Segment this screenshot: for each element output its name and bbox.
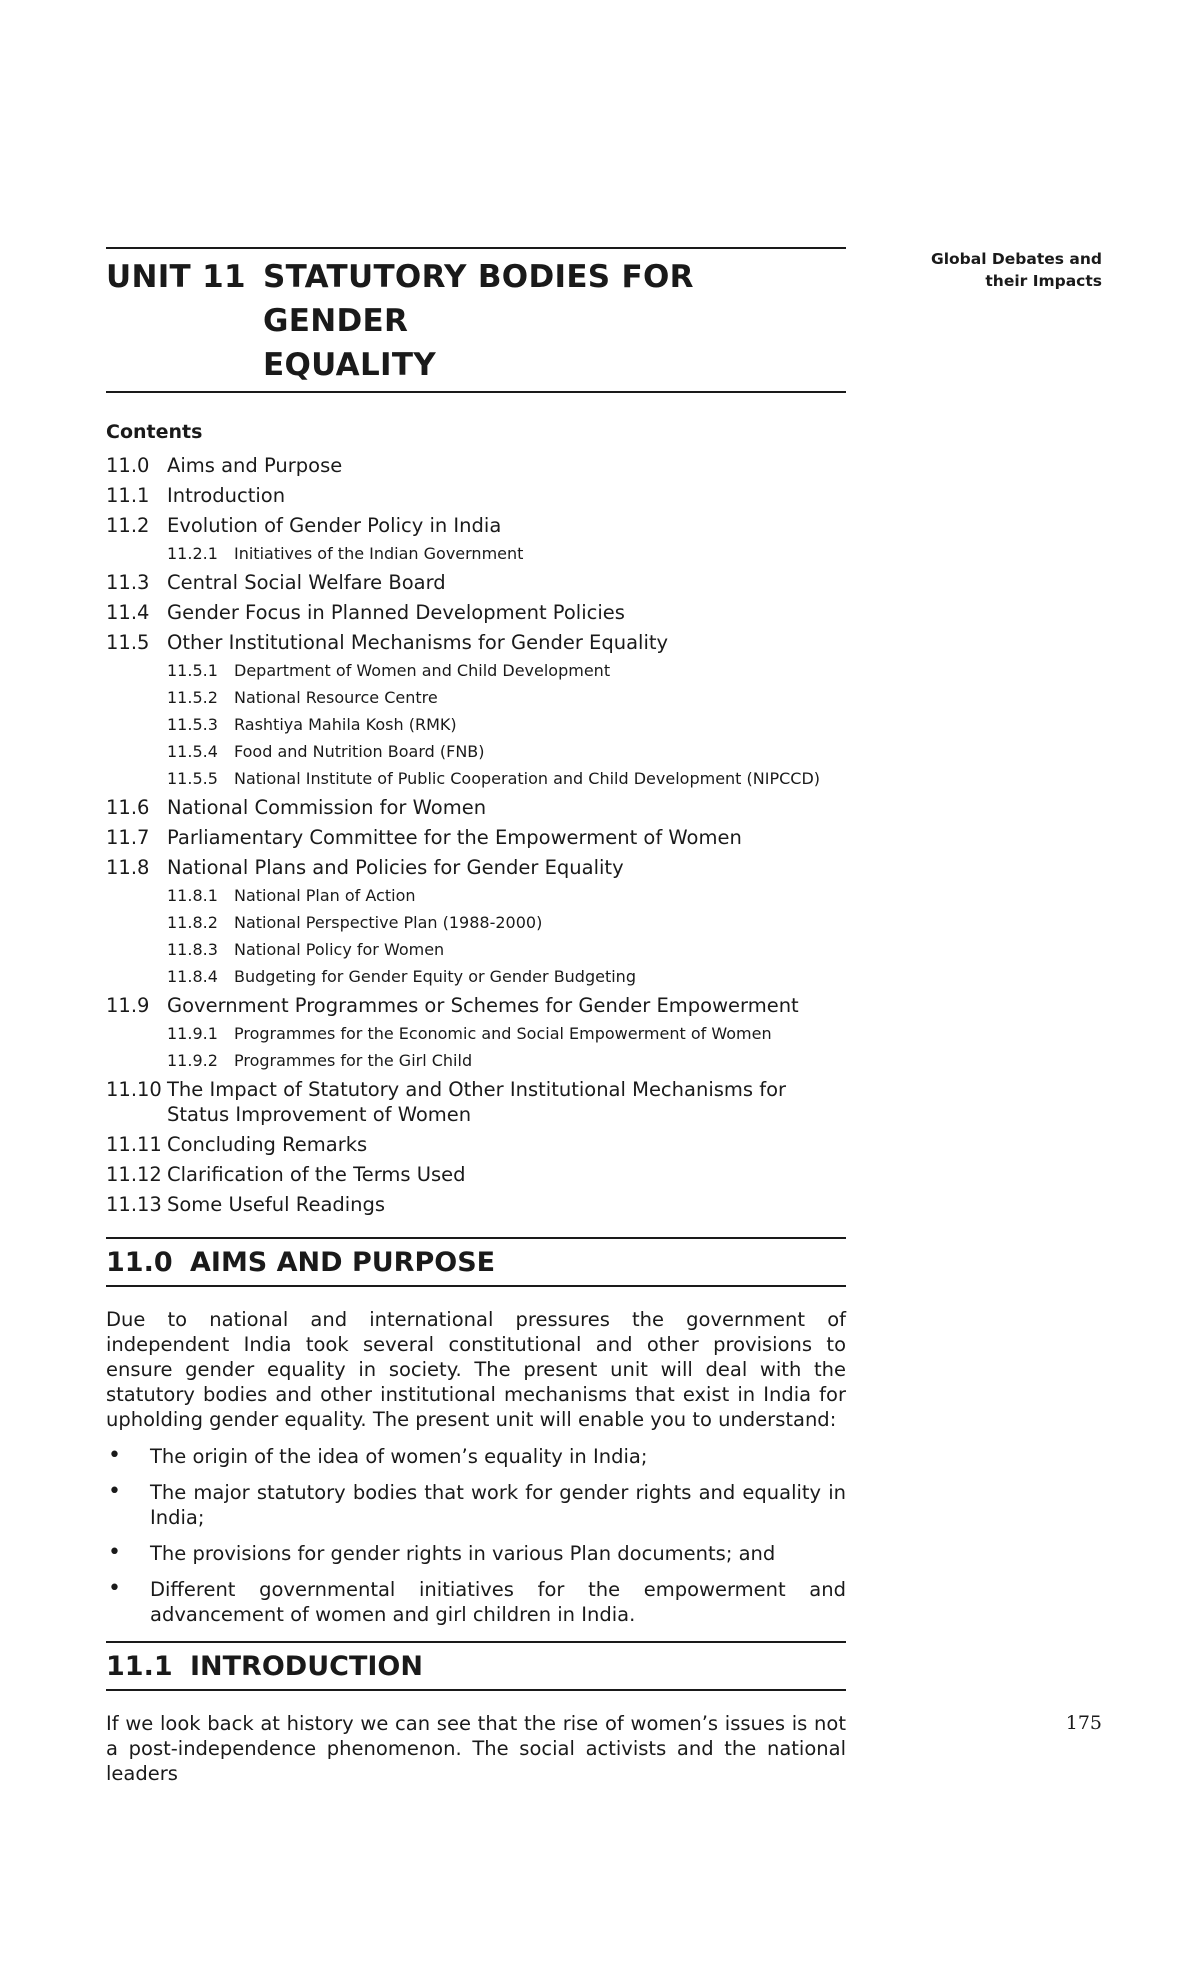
toc-entry-number: 11.9	[106, 994, 150, 1017]
section-heading-intro	[106, 1643, 846, 1689]
toc-entry-number: 11.9.1	[167, 1024, 218, 1043]
toc-entry-title: Rashtiya Mahila Kosh (RMK)	[234, 715, 457, 734]
toc-entry-number: 11.5.4	[167, 742, 218, 761]
toc-entry	[106, 795, 846, 820]
toc-entry	[106, 1050, 846, 1071]
toc-entry	[106, 741, 846, 762]
toc-entry	[106, 912, 846, 933]
toc-entry-number: 11.5.1	[167, 661, 218, 680]
toc-entry-title: National Commission for Women	[167, 796, 487, 819]
toc-entry-title: Introduction	[167, 484, 286, 507]
bullet-item	[106, 1444, 846, 1469]
toc-entry	[106, 630, 846, 655]
bullet-icon: •	[108, 1576, 121, 1601]
bullet-text: The origin of the idea of women’s equality in India;	[150, 1445, 648, 1468]
toc-entry-title: National Perspective Plan (1988-2000)	[234, 913, 543, 932]
title-bottom-rule	[106, 391, 846, 393]
toc-entry-title: Central Social Welfare Board	[167, 571, 446, 594]
bullet-icon: •	[108, 1479, 121, 1504]
aims-bullet-list	[106, 1444, 846, 1627]
toc-entry	[106, 600, 846, 625]
toc-entry	[106, 939, 846, 960]
toc-entry	[106, 714, 846, 735]
running-header	[931, 248, 1102, 292]
toc-entry	[106, 825, 846, 850]
toc-entry-title: Food and Nutrition Board (FNB)	[234, 742, 485, 761]
toc-entry	[106, 885, 846, 906]
toc-entry-title: Gender Focus in Planned Development Policies	[167, 601, 625, 624]
section-heading-aims	[106, 1239, 846, 1285]
bullet-text: Different governmental initiatives for the empowerment and advancement of women and girl children in India.	[150, 1578, 846, 1626]
toc-entry-number: 11.9.2	[167, 1051, 218, 1070]
toc-entry	[106, 570, 846, 595]
toc-entry	[106, 660, 846, 681]
aims-paragraph: Due to national and international pressures the government of independent India took several constitutional and other provisions to ensure gender equality in society. The present unit will deal with the statutory bodies and other institutional mechanisms that exist in India for upholding gender equality. The present unit will enable you to understand:	[106, 1308, 846, 1431]
toc-entry-title: Other Institutional Mechanisms for Gender Equality	[167, 631, 669, 654]
toc-entry-title: Aims and Purpose	[167, 454, 343, 477]
toc-entry-title: National Institute of Public Cooperation and Child Development (NIPCCD)	[234, 769, 821, 788]
bullet-item	[106, 1480, 846, 1530]
toc-entry-title: The Impact of Statutory and Other Institutional Mechanisms for Status Improvement of Women	[167, 1078, 787, 1126]
running-header-line2: their Impacts	[985, 272, 1102, 290]
toc-entry-number: 11.10	[106, 1078, 162, 1101]
bullet-text: The provisions for gender rights in various Plan documents; and	[150, 1542, 776, 1565]
unit-number: UNIT 11	[106, 259, 246, 295]
bullet-text: The major statutory bodies that work for gender rights and equality in India;	[150, 1481, 846, 1529]
intro-bottom-rule	[106, 1689, 846, 1691]
section-number: 11.1	[106, 1651, 173, 1682]
toc-entry-number: 11.2.1	[167, 544, 218, 563]
toc-entry-title: National Plans and Policies for Gender Equality	[167, 856, 624, 879]
section-number: 11.0	[106, 1247, 173, 1278]
section-title: AIMS AND PURPOSE	[190, 1247, 496, 1278]
page-number: 175	[1065, 1712, 1102, 1734]
toc-entry	[106, 687, 846, 708]
toc-entry-number: 11.1	[106, 484, 150, 507]
bullet-item	[106, 1577, 846, 1627]
toc-entry	[106, 453, 846, 478]
toc-entry-number: 11.4	[106, 601, 150, 624]
bullet-icon: •	[108, 1540, 121, 1565]
toc-entry-title: Parliamentary Committee for the Empowerment of Women	[167, 826, 742, 849]
toc-entry-title: Budgeting for Gender Equity or Gender Budgeting	[234, 967, 636, 986]
toc-entry-title: Programmes for the Girl Child	[234, 1051, 473, 1070]
unit-title-line2: EQUALITY	[263, 347, 437, 383]
toc-entry-number: 11.6	[106, 796, 150, 819]
toc-entry-number: 11.3	[106, 571, 150, 594]
toc-entry-number: 11.12	[106, 1163, 162, 1186]
toc-entry	[106, 1132, 846, 1157]
unit-title	[106, 249, 846, 391]
contents-heading: Contents	[106, 421, 203, 443]
toc-entry-number: 11.11	[106, 1133, 162, 1156]
running-header-line1: Global Debates and	[930, 250, 1102, 268]
unit-title-text	[263, 255, 846, 387]
toc-entry	[106, 966, 846, 987]
toc-entry-title: Department of Women and Child Development	[234, 661, 611, 680]
toc-entry-number: 11.2	[106, 514, 150, 537]
toc-entry-number: 11.8	[106, 856, 150, 879]
toc-entry-title: National Resource Centre	[234, 688, 438, 707]
unit-title-line1: STATUTORY BODIES FOR GENDER	[263, 259, 694, 339]
toc-entry-number: 11.5	[106, 631, 150, 654]
toc-entry-number: 11.5.3	[167, 715, 218, 734]
page-content	[106, 247, 846, 1786]
toc-entry-title: Some Useful Readings	[167, 1193, 386, 1216]
toc-entry-title: National Plan of Action	[234, 886, 416, 905]
toc-entry-number: 11.0	[106, 454, 150, 477]
toc-entry-number: 11.13	[106, 1193, 162, 1216]
toc-entry-title: Initiatives of the Indian Government	[234, 544, 524, 563]
toc-entry-number: 11.8.1	[167, 886, 218, 905]
toc-entry-number: 11.8.3	[167, 940, 218, 959]
toc-entry	[106, 1192, 846, 1217]
toc-entry	[106, 1023, 846, 1044]
toc-entry	[106, 768, 846, 789]
aims-bottom-rule	[106, 1285, 846, 1287]
toc-entry-title: Clarification of the Terms Used	[167, 1163, 466, 1186]
toc-entry-title: Concluding Remarks	[167, 1133, 368, 1156]
toc-entry	[106, 855, 846, 880]
toc-entry-number: 11.8.4	[167, 967, 218, 986]
toc-entry-number: 11.7	[106, 826, 150, 849]
toc-entry-number: 11.5.2	[167, 688, 218, 707]
toc-entry	[106, 543, 846, 564]
toc-entry-number: 11.8.2	[167, 913, 218, 932]
toc-entry-title: National Policy for Women	[234, 940, 445, 959]
toc-entry-number: 11.5.5	[167, 769, 218, 788]
toc-entry	[106, 483, 846, 508]
section-title: INTRODUCTION	[190, 1651, 423, 1682]
toc-entry	[106, 993, 846, 1018]
toc-entry-title: Programmes for the Economic and Social Empowerment of Women	[234, 1024, 772, 1043]
intro-paragraph: If we look back at history we can see that the rise of women’s issues is not a post-independence phenomenon. The social activists and the national leaders	[106, 1712, 846, 1785]
toc-entry	[106, 513, 846, 538]
toc-entry	[106, 1077, 846, 1127]
table-of-contents	[106, 453, 846, 1217]
toc-entry-title: Government Programmes or Schemes for Gender Empowerment	[167, 994, 799, 1017]
bullet-item	[106, 1541, 846, 1566]
toc-entry-title: Evolution of Gender Policy in India	[167, 514, 502, 537]
toc-entry	[106, 1162, 846, 1187]
bullet-icon: •	[108, 1443, 121, 1468]
